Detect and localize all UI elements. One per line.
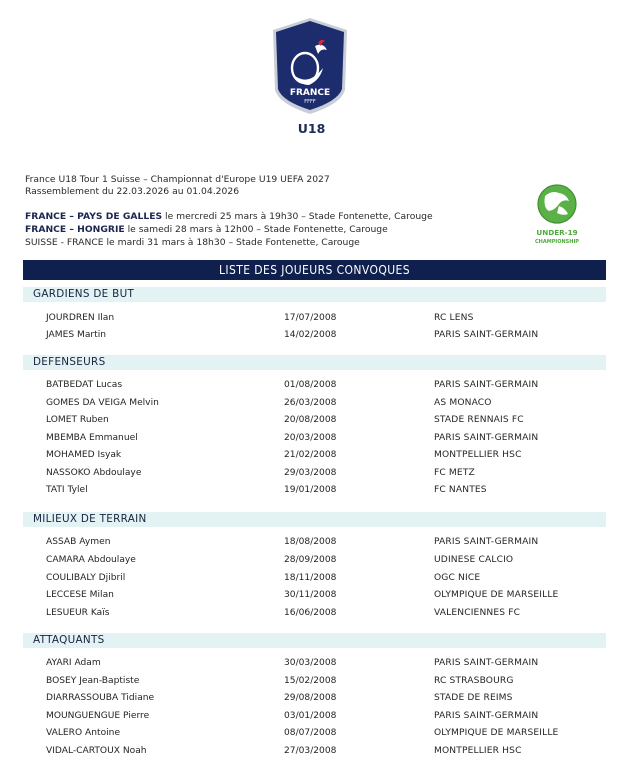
player-birthdate: 14/02/2008	[284, 330, 337, 340]
fixture-details: le mercredi 25 mars à 19h30 – Stade Fontenette, Carouge	[162, 211, 433, 222]
player-club: RC STRASBOURG	[434, 676, 514, 686]
player-name: COULIBALY Djibril	[46, 573, 126, 583]
player-birthdate: 03/01/2008	[284, 711, 337, 721]
player-row	[0, 587, 623, 603]
competition-line: France U18 Tour 1 Suisse – Championnat d'Europe U19 UEFA 2027	[25, 174, 330, 185]
player-name: DIARRASSOUBA Tidiane	[46, 693, 155, 703]
player-row	[0, 605, 623, 621]
player-birthdate: 29/08/2008	[284, 693, 337, 703]
section-header-defenders: DEFENSEURS	[23, 355, 606, 370]
player-birthdate: 18/08/2008	[284, 537, 337, 547]
intro-block	[25, 174, 330, 197]
crest-stars-mark: FFFF	[304, 99, 316, 105]
player-row	[0, 310, 623, 326]
player-birthdate: 29/03/2008	[284, 468, 337, 478]
player-name: LECCESE Milan	[46, 590, 114, 600]
fixture-details: le samedi 28 mars à 12h00 – Stade Fontenette, Carouge	[124, 224, 388, 235]
crest-wordmark: FRANCE	[289, 88, 331, 98]
player-club: OGC NICE	[434, 573, 481, 583]
player-club: PARIS SAINT-GERMAIN	[434, 380, 539, 390]
fixture-row	[25, 210, 433, 223]
player-club: STADE DE REIMS	[434, 693, 513, 703]
player-row	[0, 690, 623, 706]
player-name: BATBEDAT Lucas	[46, 380, 123, 390]
player-birthdate: 20/08/2008	[284, 415, 337, 425]
player-birthdate: 19/01/2008	[284, 485, 337, 495]
player-club: OLYMPIQUE DE MARSEILLE	[434, 728, 559, 738]
player-birthdate: 21/02/2008	[284, 450, 337, 460]
player-club: MONTPELLIER HSC	[434, 746, 522, 756]
player-row	[0, 447, 623, 463]
player-name: VIDAL-CARTOUX Noah	[46, 746, 147, 756]
player-birthdate: 17/07/2008	[284, 313, 337, 323]
fff-crest-logo	[271, 16, 349, 116]
player-name: LESUEUR Kaïs	[46, 608, 110, 618]
player-name: ASSAB Aymen	[46, 537, 111, 547]
player-birthdate: 30/11/2008	[284, 590, 337, 600]
player-club: PARIS SAINT-GERMAIN	[434, 330, 539, 340]
player-row	[0, 482, 623, 498]
player-name: JOURDREN Ilan	[46, 313, 115, 323]
player-birthdate: 18/11/2008	[284, 573, 337, 583]
player-name: VALERO Antoine	[46, 728, 121, 738]
fixture-teams: FRANCE – PAYS DE GALLES	[25, 211, 163, 222]
fixture-row	[25, 223, 433, 236]
player-name: TATI Tylel	[46, 485, 88, 495]
player-birthdate: 26/03/2008	[284, 398, 337, 408]
u19-logo-subtitle: CHAMPIONSHIP	[535, 239, 579, 245]
player-row	[0, 465, 623, 481]
player-row	[0, 725, 623, 741]
player-name: JAMES Martin	[46, 330, 107, 340]
player-row	[0, 552, 623, 568]
player-club: PARIS SAINT-GERMAIN	[434, 537, 539, 547]
player-name: BOSEY Jean-Baptiste	[46, 676, 140, 686]
player-row	[0, 430, 623, 446]
fixture-teams: SUISSE - FRANCE	[25, 237, 104, 248]
player-row	[0, 655, 623, 671]
player-club: VALENCIENNES FC	[434, 608, 521, 618]
fixture-teams: FRANCE – HONGRIE	[25, 224, 125, 235]
player-club: AS MONACO	[434, 398, 492, 408]
player-name: AYARI Adam	[46, 658, 101, 668]
player-row	[0, 412, 623, 428]
player-row	[0, 708, 623, 724]
player-club: UDINESE CALCIO	[434, 555, 514, 565]
fixtures-list	[25, 210, 433, 249]
player-row	[0, 377, 623, 393]
section-header-goalkeepers: GARDIENS DE BUT	[23, 287, 606, 302]
player-birthdate: 16/06/2008	[284, 608, 337, 618]
player-name: LOMET Ruben	[46, 415, 109, 425]
gathering-dates: Rassemblement du 22.03.2026 au 01.04.2026	[25, 185, 240, 197]
section-header-midfielders: MILIEUX DE TERRAIN	[23, 512, 606, 527]
player-club: PARIS SAINT-GERMAIN	[434, 433, 539, 443]
player-name: GOMES DA VEIGA Melvin	[46, 398, 159, 408]
squad-list-banner: LISTE DES JOUEURS CONVOQUES	[23, 260, 606, 280]
player-club: MONTPELLIER HSC	[434, 450, 522, 460]
team-label: U18	[297, 121, 326, 136]
player-club: RC LENS	[434, 313, 474, 323]
uefa-u19-championship-logo	[528, 180, 586, 248]
player-name: CAMARA Abdoulaye	[46, 555, 136, 565]
player-row	[0, 395, 623, 411]
player-row	[0, 327, 623, 343]
player-club: OLYMPIQUE DE MARSEILLE	[434, 590, 559, 600]
player-row	[0, 673, 623, 689]
fixture-row	[25, 236, 433, 249]
player-birthdate: 27/03/2008	[284, 746, 337, 756]
player-birthdate: 30/03/2008	[284, 658, 337, 668]
player-club: FC METZ	[434, 468, 475, 478]
player-name: NASSOKO Abdoulaye	[46, 468, 142, 478]
player-birthdate: 28/09/2008	[284, 555, 337, 565]
player-club: PARIS SAINT-GERMAIN	[434, 658, 539, 668]
player-name: MOUNGUENGUE Pierre	[46, 711, 150, 721]
player-birthdate: 15/02/2008	[284, 676, 337, 686]
player-club: FC NANTES	[434, 485, 487, 495]
player-birthdate: 08/07/2008	[284, 728, 337, 738]
player-name: MOHAMED Isyak	[46, 450, 122, 460]
player-row	[0, 534, 623, 550]
section-header-forwards: ATTAQUANTS	[23, 633, 606, 648]
u19-logo-title: UNDER-19	[536, 228, 578, 237]
player-row	[0, 743, 623, 759]
player-name: MBEMBA Emmanuel	[46, 433, 138, 443]
player-birthdate: 20/03/2008	[284, 433, 337, 443]
player-club: PARIS SAINT-GERMAIN	[434, 711, 539, 721]
player-birthdate: 01/08/2008	[284, 380, 337, 390]
fixture-details: le mardi 31 mars à 18h30 – Stade Fontenette, Carouge	[103, 237, 360, 248]
player-club: STADE RENNAIS FC	[434, 415, 524, 425]
player-row	[0, 570, 623, 586]
